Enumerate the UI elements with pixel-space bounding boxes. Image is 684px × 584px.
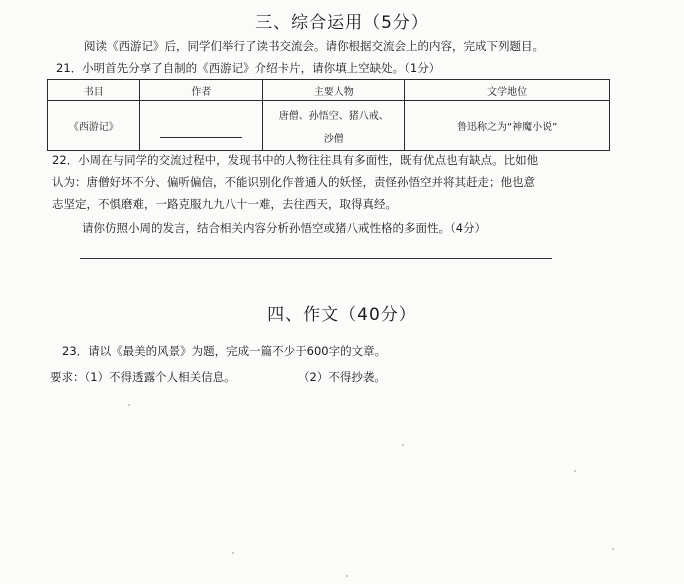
author-answer-blank[interactable] bbox=[160, 111, 242, 138]
section-3-title: 三、综合运用（5分） bbox=[255, 13, 429, 33]
header-author: 作者 bbox=[140, 80, 263, 101]
question-23: 23．请以《最美的风景》为题，完成一篇不少于600字的文章。 bbox=[62, 344, 387, 358]
section-3-intro: 阅读《西游记》后，同学们举行了读书交流会。请你根据交流会上的内容，完成下列题目。 bbox=[84, 39, 544, 53]
question-22-prompt: 请你仿照小周的发言，结合相关内容分析孙悟空或猪八戒性格的多面性。（4分） bbox=[82, 221, 487, 235]
cell-book: 《西游记》 bbox=[48, 101, 140, 151]
question-22-answer-line[interactable] bbox=[80, 258, 552, 259]
header-characters: 主要人物 bbox=[263, 80, 405, 101]
section-4-title: 四、作文（40分） bbox=[267, 305, 417, 325]
question-22-line-2: 认为：唐僧好坏不分、偏听偏信，不能识别化作普通人的妖怪，责怪孙悟空并将其赶走；他也意 bbox=[52, 175, 535, 189]
scan-speck bbox=[346, 575, 348, 577]
characters-line-1: 唐僧、孙悟空、猪八戒、 bbox=[278, 110, 389, 122]
requirement-1: 要求：（1）不得透露个人相关信息。 bbox=[50, 370, 236, 384]
question-21: 21．小明首先分享了自制的《西游记》介绍卡片，请你填上空缺处。（1分） bbox=[56, 61, 441, 75]
scan-speck bbox=[232, 552, 234, 554]
requirement-2: （2）不得抄袭。 bbox=[298, 370, 386, 384]
header-status: 文学地位 bbox=[405, 80, 610, 101]
scan-speck bbox=[128, 404, 130, 406]
scan-speck bbox=[612, 548, 614, 550]
cell-status: 鲁迅称之为“神魔小说” bbox=[405, 101, 610, 151]
cell-author-blank[interactable] bbox=[140, 101, 263, 151]
characters-line-2: 沙僧 bbox=[323, 133, 344, 145]
table-header-row bbox=[48, 80, 610, 101]
question-22-line-3: 志坚定，不惧磨难，一路克服九九八十一难，去往西天，取得真经。 bbox=[52, 197, 397, 211]
scan-speck bbox=[402, 444, 404, 446]
scan-speck bbox=[574, 470, 576, 472]
header-book: 书目 bbox=[48, 80, 140, 101]
question-22-line-1: 22．小周在与同学的交流过程中，发现书中的人物往往具有多面性，既有优点也有缺点。比如他 bbox=[52, 153, 539, 167]
book-card-table bbox=[47, 79, 610, 151]
cell-characters bbox=[263, 101, 405, 151]
table-row bbox=[48, 101, 610, 151]
